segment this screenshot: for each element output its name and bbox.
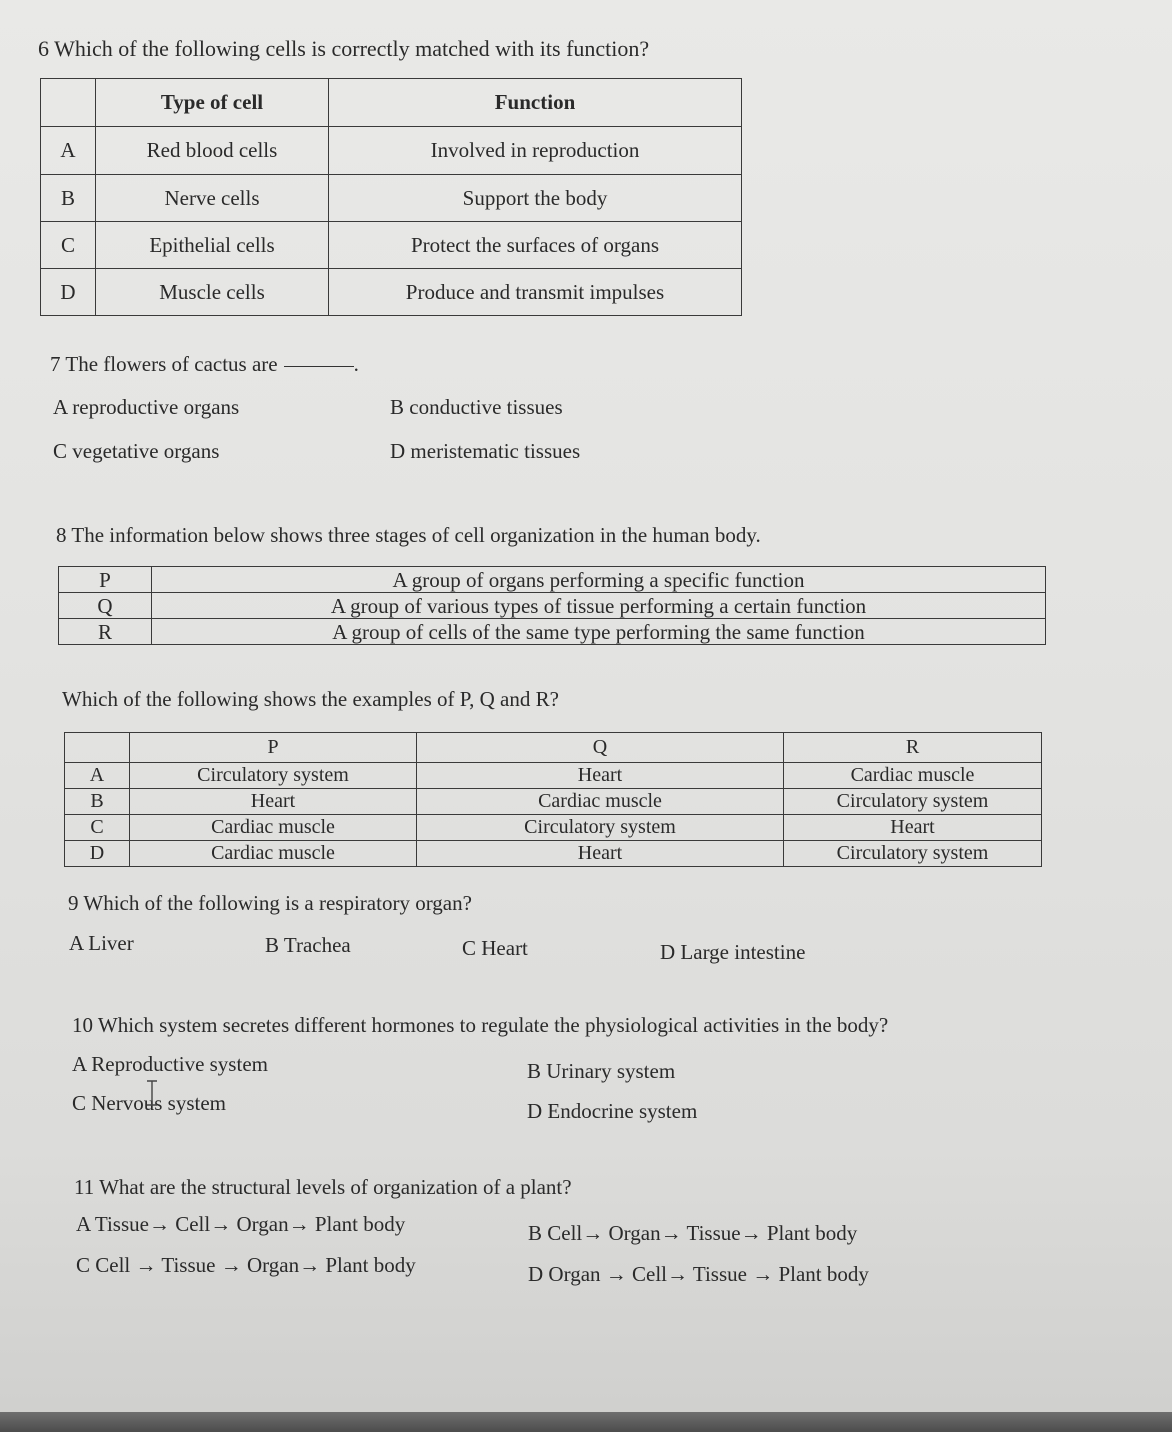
table-row [41, 175, 742, 222]
table-row [59, 593, 1046, 619]
stage-letter: Q [59, 593, 152, 619]
row-letter: B [65, 789, 130, 815]
cell-type: Nerve cells [96, 175, 329, 222]
row-letter: C [41, 222, 96, 269]
example-q: Circulatory system [417, 815, 784, 841]
question-8-subquestion: Which of the following shows the examples of P, Q and R? [62, 687, 559, 711]
q9-option-c: C Heart [462, 936, 528, 960]
q9-option-b: B Trachea [265, 933, 351, 957]
question-7-text: 7 The flowers of cactus are [50, 352, 278, 376]
stage-description: A group of cells of the same type performing the same function [152, 619, 1046, 645]
example-q: Cardiac muscle [417, 789, 784, 815]
row-letter: B [41, 175, 96, 222]
cell-type: Red blood cells [96, 127, 329, 175]
q10-option-b: B Urinary system [527, 1059, 676, 1083]
question-6: 6 Which of the following cells is correctly matched with its function? [38, 36, 650, 61]
question-7-end: . [353, 352, 359, 376]
table-row [41, 127, 742, 175]
cell-function: Support the body [329, 175, 742, 222]
q9-option-a: A Liver [69, 931, 134, 955]
table-header-r: R [784, 733, 1042, 763]
question-7 [50, 352, 359, 377]
q7-option-c: C vegetative organs [53, 439, 220, 463]
q7-option-b: B conductive tissues [390, 395, 563, 419]
question-11: 11 What are the structural levels of organization of a plant? [74, 1175, 572, 1199]
example-p: Circulatory system [130, 763, 417, 789]
stages-table [58, 566, 1046, 645]
example-r: Cardiac muscle [784, 763, 1042, 789]
table-row [41, 269, 742, 316]
q10-option-c: C Nervous system [72, 1091, 226, 1115]
cell-function: Produce and transmit impulses [329, 269, 742, 316]
example-q: Heart [417, 841, 784, 867]
table-header-p: P [130, 733, 417, 763]
table-row [65, 763, 1042, 789]
table-header-blank [41, 79, 96, 127]
table-row [65, 841, 1042, 867]
cell-type: Epithelial cells [96, 222, 329, 269]
table-header-function: Function [329, 79, 742, 127]
q7-option-d: D meristematic tissues [390, 439, 581, 463]
stage-letter: P [59, 567, 152, 593]
example-q: Heart [417, 763, 784, 789]
table-row [59, 567, 1046, 593]
example-p: Cardiac muscle [130, 841, 417, 867]
table-header-q: Q [417, 733, 784, 763]
q7-option-a: A reproductive organs [53, 395, 240, 419]
row-letter: D [65, 841, 130, 867]
text-cursor-icon [146, 1080, 158, 1106]
question-9: 9 Which of the following is a respiratory organ? [68, 891, 472, 915]
example-r: Circulatory system [784, 789, 1042, 815]
stage-description: A group of various types of tissue performing a certain function [152, 593, 1046, 619]
q11-option-c: C Cell → Tissue → Organ→ Plant body [76, 1253, 416, 1277]
question-8: 8 The information below shows three stages of cell organization in the human body. [56, 523, 761, 547]
row-letter: A [65, 763, 130, 789]
row-letter: A [41, 127, 96, 175]
example-p: Heart [130, 789, 417, 815]
example-p: Cardiac muscle [130, 815, 417, 841]
table-row [59, 619, 1046, 645]
cell-type: Muscle cells [96, 269, 329, 316]
table-header-blank [65, 733, 130, 763]
answer-blank [284, 366, 354, 367]
table-header-type-of-cell: Type of cell [96, 79, 329, 127]
stage-letter: R [59, 619, 152, 645]
screen-bottom-bezel [0, 1412, 1172, 1432]
row-letter: C [65, 815, 130, 841]
examples-table [64, 732, 1042, 867]
q11-option-b: B Cell→ Organ→ Tissue→ Plant body [528, 1221, 858, 1245]
cell-function-table [40, 78, 742, 316]
table-row [65, 789, 1042, 815]
q10-option-a: A Reproductive system [72, 1052, 268, 1076]
example-r: Circulatory system [784, 841, 1042, 867]
example-r: Heart [784, 815, 1042, 841]
q9-option-d: D Large intestine [660, 940, 806, 964]
cell-function: Involved in reproduction [329, 127, 742, 175]
q10-option-d: D Endocrine system [527, 1099, 698, 1123]
q11-option-d: D Organ → Cell→ Tissue → Plant body [528, 1262, 869, 1286]
table-row [65, 815, 1042, 841]
table-row [41, 222, 742, 269]
question-10: 10 Which system secretes different hormones to regulate the physiological activities in the body? [72, 1013, 889, 1037]
row-letter: D [41, 269, 96, 316]
q11-option-a: A Tissue→ Cell→ Organ→ Plant body [76, 1212, 406, 1236]
cell-function: Protect the surfaces of organs [329, 222, 742, 269]
stage-description: A group of organs performing a specific function [152, 567, 1046, 593]
